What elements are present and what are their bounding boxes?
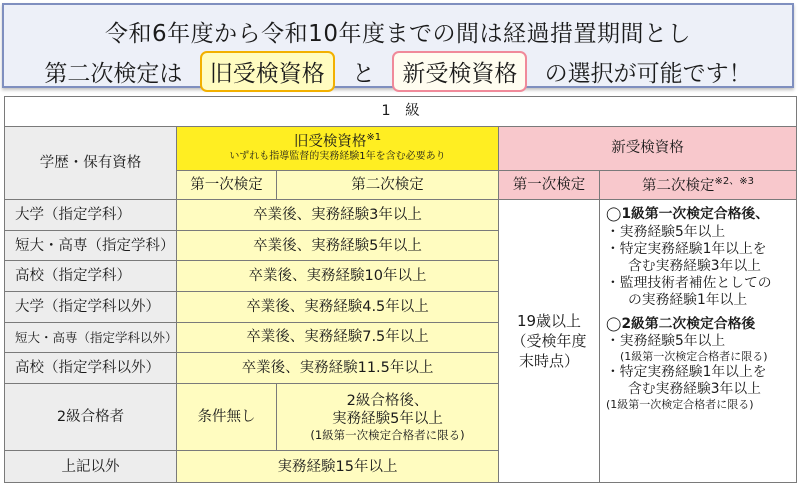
banner-line-2 [4, 51, 792, 92]
new-second-exam-marks: ※2、※3 [714, 175, 754, 187]
new-first-exam-cell [499, 200, 600, 483]
other-label: 上記以外 [5, 451, 177, 483]
row-value: 卒業後、実務経験7.5年以上 [177, 322, 499, 353]
new-second-item-cont: の実務経験1年以上 [628, 292, 748, 309]
row-label: 短大・高専（指定学科以外） [5, 322, 177, 353]
row-label: 高校（指定学科） [5, 261, 177, 292]
new-second-heading-2: ◯2級第二次検定合格後 [606, 315, 756, 332]
new-second-exam-label: 第二次検定 [642, 177, 715, 194]
new-second-item: ・実務経験5年以上 [606, 332, 726, 349]
new-second-heading-1: ◯1級第一次検定合格後、 [606, 206, 770, 223]
grade-header: 1 級 [5, 97, 797, 127]
new-second-item-cont: 含む実務経験3年以上 [628, 258, 761, 275]
new-second-item-cont: 含む実務経験3年以上 [628, 381, 761, 398]
row-label: 大学（指定学科） [5, 200, 177, 231]
new-second-exam-header [600, 170, 797, 200]
banner-suffix: の選択が可能です！ [544, 61, 752, 87]
other-value: 実務経験15年以上 [177, 451, 499, 483]
grade2-second-note: (1級第一次検定合格者に限る) [310, 427, 465, 442]
row-label: 大学（指定学科以外） [5, 292, 177, 323]
new-second-note: (1級第一次検定合格者に限る) [606, 398, 754, 412]
new-first-line-2: （受検年度 [511, 332, 587, 351]
qualification-table [4, 96, 797, 483]
old-header-subnote: いずれも指導監督的実務経験1年を含む必要あり [229, 151, 446, 163]
grade2-second-line-1: 2級合格後、 [346, 392, 429, 409]
new-second-item: ・特定実務経験1年以上を [606, 240, 767, 257]
row-value: 卒業後、実務経験3年以上 [177, 200, 499, 231]
row-label: 短大・高専（指定学科） [5, 230, 177, 261]
grade2-second-exam [277, 383, 499, 450]
new-first-line-3: 末時点） [518, 352, 579, 371]
old-qualification-header [177, 126, 499, 170]
new-second-item: ・実務経験5年以上 [606, 223, 726, 240]
new-qualification-badge: 新受検資格 [392, 51, 527, 92]
old-second-exam-header: 第二次検定 [277, 170, 499, 200]
old-first-exam-header: 第一次検定 [177, 170, 277, 200]
new-qualification-header: 新受検資格 [499, 126, 797, 170]
new-second-exam-cell [600, 200, 797, 483]
qualification-column-header: 学歴・保有資格 [5, 126, 177, 200]
row-value: 卒業後、実務経験4.5年以上 [177, 292, 499, 323]
old-header-text: 旧受検資格 [293, 134, 367, 151]
old-header-note-mark: ※1 [366, 132, 382, 144]
grade2-first-exam: 条件無し [177, 383, 277, 450]
row-value: 卒業後、実務経験10年以上 [177, 261, 499, 292]
new-second-note: (1級第一次検定合格者に限る) [620, 350, 768, 364]
old-qualification-badge: 旧受検資格 [200, 51, 335, 92]
row-value: 卒業後、実務経験5年以上 [177, 230, 499, 261]
banner-line-1: 令和6年度から令和10年度までの間は経過措置期間とし [105, 21, 691, 47]
grade2-label: 2級合格者 [5, 383, 177, 450]
banner-connector: と [352, 61, 375, 87]
row-value: 卒業後、実務経験11.5年以上 [177, 353, 499, 384]
row-label: 高校（指定学科以外） [5, 353, 177, 384]
new-second-item: ・監理技術者補佐としての [606, 275, 772, 292]
grade2-second-line-2: 実務経験5年以上 [332, 410, 443, 427]
notice-banner [2, 3, 794, 88]
new-first-exam-header: 第一次検定 [499, 170, 600, 200]
new-first-line-1: 19歳以上 [516, 311, 582, 330]
banner-prefix: 第二次検定は [44, 61, 183, 87]
new-second-item: ・特定実務経験1年以上を [606, 363, 767, 380]
